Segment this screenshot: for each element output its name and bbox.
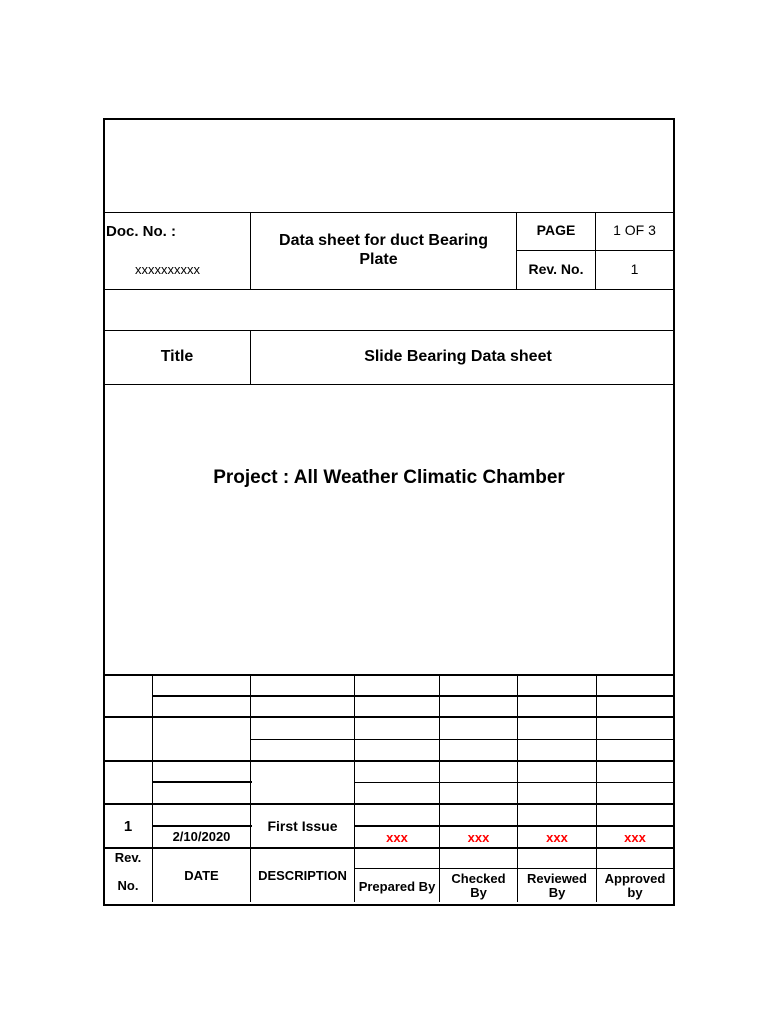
rev-date: 2/10/2020 [172,829,231,844]
header-rev-line1: Rev. [114,850,142,865]
revision-table-top-line [103,674,673,676]
rev-label: Rev. No. [528,261,584,277]
subrow-line-d1 [152,825,252,827]
header-reviewed-line1: Reviewed [527,871,587,886]
header-bottom-line [103,289,673,290]
doc-title-line1: Data sheet for duct Bearing [279,232,488,249]
title-top-line [103,330,673,331]
rev-description: First Issue [267,818,338,834]
header-checked-line1: Checked [451,871,506,886]
row-line-1 [103,716,673,718]
header-checked-line2: By [470,885,487,900]
header-approved-line2: by [627,885,643,900]
header-rev-line2: No. [117,878,139,893]
rev-value: 1 [630,261,639,277]
approved-by-value: xxx [624,830,646,845]
checked-by-value: xxx [467,830,490,845]
row-line-2 [103,760,673,762]
subrow-line-b [250,739,673,740]
prepared-by-value: xxx [386,830,408,845]
reviewed-by-value: xxx [546,830,568,845]
header-top-line [103,212,673,213]
subrow-line-e [354,868,673,869]
header-date: DATE [184,868,219,883]
header-reviewed-line2: By [548,885,566,900]
header-page-rev-line [516,250,673,251]
row-line-3 [103,803,673,805]
header-approved-line1: Approved [604,871,666,886]
title-label: Title [160,348,194,365]
doc-title-line2: Plate [359,251,398,268]
project-title: Project : All Weather Climatic Chamber [213,467,565,488]
page-value: 1 OF 3 [613,222,656,238]
title-value: Slide Bearing Data sheet [364,348,552,365]
subrow-line-d2 [354,825,673,827]
subrow-line-c2 [354,782,673,783]
subrow-line-c1 [152,781,252,783]
subrow-line-a [152,695,673,697]
doc-no-label: Doc. No. : [106,223,176,240]
page-label: PAGE [536,222,576,238]
header-prepared-by: Prepared By [358,879,436,894]
title-bottom-line [103,384,673,385]
rev-number: 1 [123,818,133,835]
row-line-4 [103,847,673,849]
doc-no-value: xxxxxxxxxx [135,262,200,277]
header-description: DESCRIPTION [258,868,347,883]
